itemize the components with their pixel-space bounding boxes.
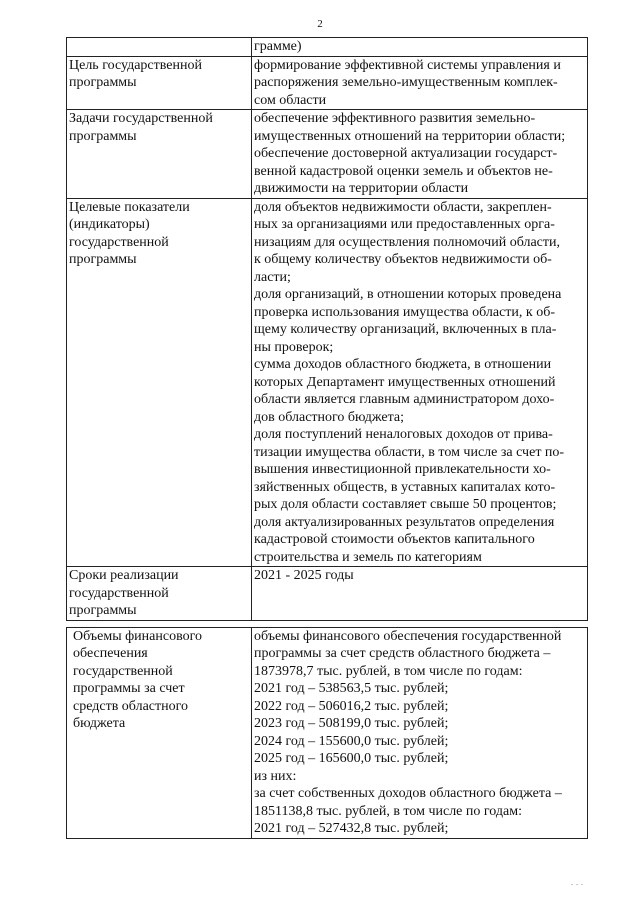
row-label-line: государственной (69, 234, 169, 250)
row-label-line: программы (69, 128, 137, 144)
row-content-line: ласти; (254, 269, 291, 285)
row-content-line: рых доля области составляет свыше 50 процентов; (254, 497, 557, 512)
table-row (67, 198, 588, 567)
row-content-line: из них: (254, 768, 297, 784)
row-label-line: (индикаторы) (69, 217, 150, 232)
table-row (67, 627, 588, 838)
row-label-line: Цель государственной (69, 57, 202, 73)
row-content-cell (252, 627, 588, 838)
row-content-line: зяйственных обществ, в уставных капиталах кото- (254, 479, 556, 495)
row-content-line: 2022 год – 506016,2 тыс. рублей; (254, 698, 449, 714)
row-label-cell (67, 198, 252, 567)
row-label-line: обеспечения (73, 646, 148, 661)
row-label-line: бюджета (73, 716, 126, 731)
row-label-cell (67, 56, 252, 110)
table-row (67, 56, 588, 110)
row-content-line: венной кадастровой оценки земель и объектов не- (254, 163, 553, 179)
row-content-line: ных за организациями или предоставленных орга- (254, 217, 555, 232)
row-content-cell (252, 198, 588, 567)
row-content-line: 1873978,7 тыс. рублей, в том числе по годам: (254, 663, 523, 679)
row-label-line: Сроки реализации (69, 568, 179, 583)
row-label-line: программы (69, 75, 137, 90)
row-content-line: за счет собственных доходов областного бюджета – (254, 786, 562, 801)
row-content-line: сом области (254, 92, 327, 108)
row-content-line: доля объектов недвижимости области, закреплен- (254, 199, 552, 215)
row-content-line: области является главным администратором дохо- (254, 392, 555, 407)
row-label-line: Целевые показатели (69, 199, 190, 215)
row-content-line: тизации имущества области, в том числе за счет по- (254, 444, 565, 460)
row-content-line: обеспечение достоверной актуализации государст- (254, 146, 558, 161)
row-content-line: движимости на территории области (254, 181, 469, 196)
row-label-line: средств областного (73, 698, 189, 714)
row-label-line: программы (69, 603, 137, 618)
corner-mark: ... (571, 878, 586, 887)
row-content-line: к общему количеству объектов недвижимости об- (254, 252, 552, 267)
table-body (67, 38, 588, 839)
row-label-cell (67, 567, 252, 621)
table-row (67, 567, 588, 621)
row-content-line: вышения инвестиционной привлекательности хо- (254, 462, 551, 477)
row-label-line: государственной (73, 663, 173, 679)
row-content-line: имущественных отношений на территории области; (254, 128, 566, 144)
row-label-cell (67, 110, 252, 199)
row-content-line: 1851138,8 тыс. рублей, в том числе по годам: (254, 803, 522, 819)
row-content-cell (252, 56, 588, 110)
row-content-line: низациям для осуществления полномочий области, (254, 234, 561, 250)
row-content-line: доля поступлений неналоговых доходов от прива- (254, 427, 553, 442)
row-content-line: 2024 год – 155600,0 тыс. рублей; (254, 733, 449, 749)
row-label-line: государственной (69, 585, 169, 601)
row-content-line: формирование эффективной системы управления и (254, 57, 561, 73)
row-label-line: Задачи государственной (69, 111, 213, 126)
row-content-line: 2023 год – 508199,0 тыс. рублей; (254, 716, 449, 731)
row-content-line: 2021 год – 538563,5 тыс. рублей; (254, 681, 449, 696)
row-content-cell (252, 567, 588, 621)
row-content-line: которых Департамент имущественных отношений (254, 374, 556, 390)
gap-cell (67, 620, 252, 627)
row-content-cell (252, 38, 588, 57)
row-content-line: распоряжения земельно-имущественным комплек- (254, 75, 558, 90)
row-content-line: 2021 год – 527432,8 тыс. рублей; (254, 821, 449, 836)
row-content-cell (252, 110, 588, 199)
row-content-line: 2021 - 2025 годы (254, 568, 354, 583)
table-row (67, 110, 588, 199)
row-content-line: доля организаций, в отношении которых проведена (254, 287, 562, 302)
row-content-line: проверка использования имущества области, к об- (254, 304, 555, 320)
program-passport-table (66, 37, 588, 839)
table-row (67, 38, 588, 57)
row-content-line: обеспечение эффективного развития земельно- (254, 111, 536, 126)
row-label-line: Объемы финансового (73, 628, 202, 644)
row-content-line: щему количеству организаций, включенных в пла- (254, 322, 557, 337)
row-content-line: грамме) (254, 39, 302, 54)
row-content-line: сумма доходов областного бюджета, в отношении (254, 357, 552, 372)
row-content-line: строительства и земель по категориям (254, 549, 482, 565)
row-gap (67, 620, 588, 627)
row-label-line: программы (69, 252, 137, 267)
gap-cell (252, 620, 588, 627)
row-content-line: кадастровой стоимости объектов капитального (254, 532, 535, 547)
row-content-line: программы за счет средств областного бюджета – (254, 646, 551, 661)
page-number: 2 (317, 18, 323, 30)
row-label-cell (67, 627, 252, 838)
row-content-line: объемы финансового обеспечения государственной (254, 628, 562, 644)
row-content-line: дов областного бюджета; (254, 409, 405, 425)
row-content-line: ны проверок; (254, 339, 334, 355)
row-content-line: доля актуализированных результатов определения (254, 514, 555, 530)
row-label-cell (67, 38, 252, 57)
row-content-line: 2025 год – 165600,0 тыс. рублей; (254, 751, 449, 766)
row-label-line: программы за счет (73, 681, 185, 696)
